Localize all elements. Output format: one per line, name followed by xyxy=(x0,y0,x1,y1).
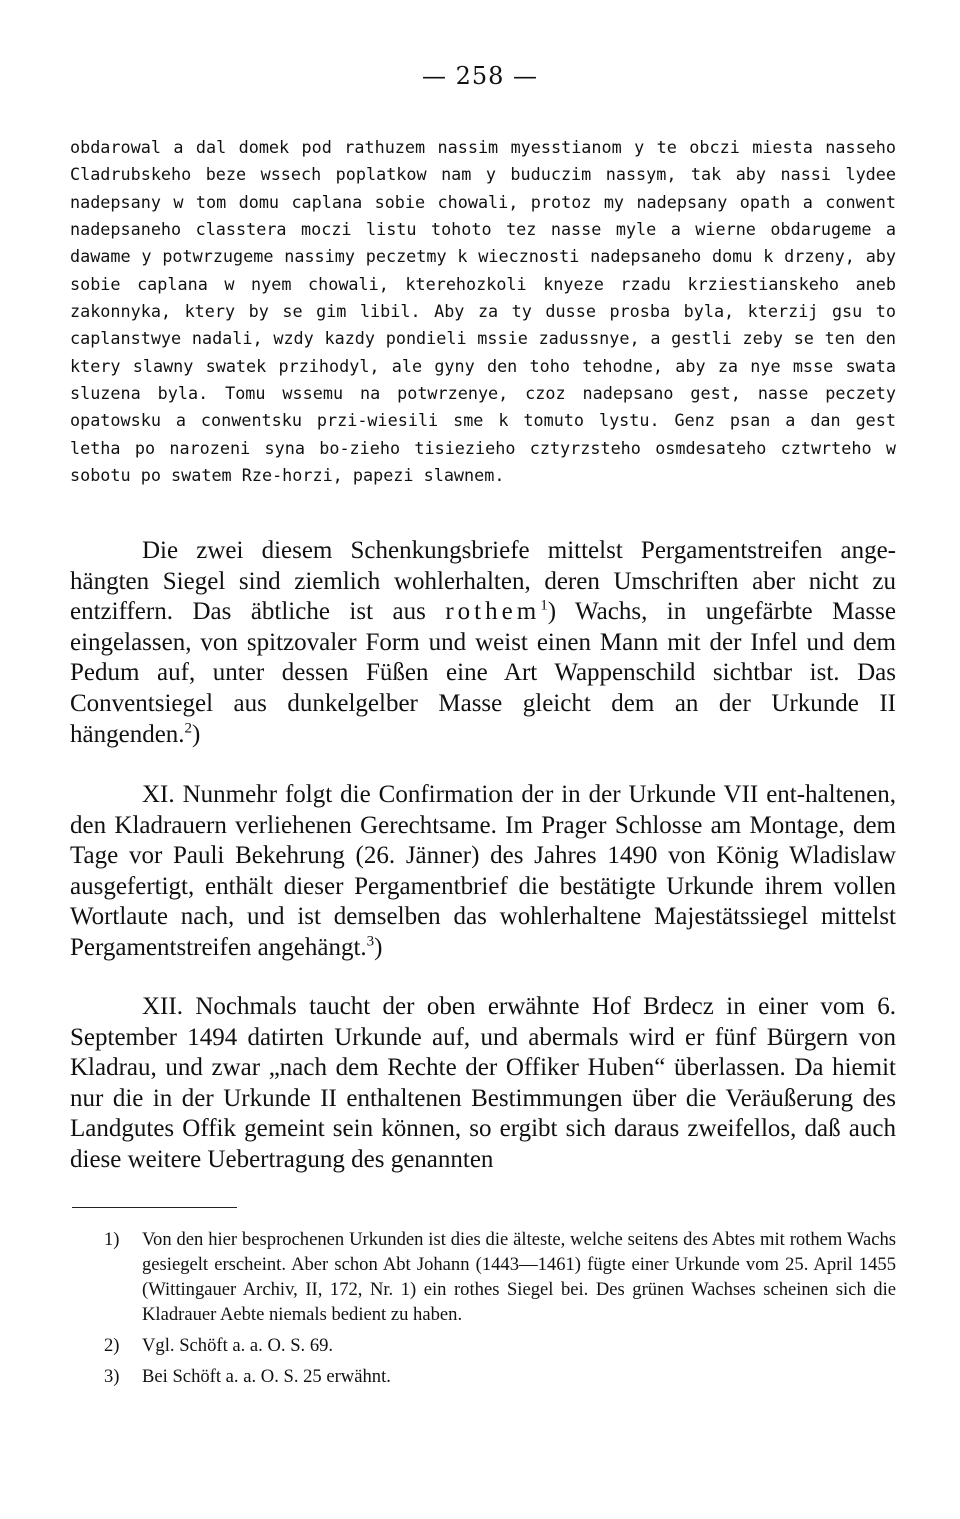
footnote-number: 1) xyxy=(104,1229,120,1250)
paragraph-end: ) xyxy=(192,720,201,748)
footnote-text: Von den hier besprochenen Urkunden ist dies die älteste, welche seitens des Abtes mit rothem Wachs gesiegelt erscheint. Aber schon Abt Johann (1443—1461) fügte einer Urkunde vom 25. April 1455 (Wittingauer Archiv, II, 172, Nr. 1) ein rothes Siegel bei. Des grünen Wachses scheinen sich die Kladrauer Aebte niemals bedient zu haben. xyxy=(142,1229,896,1325)
footnote-rule xyxy=(72,1207,237,1208)
footnote xyxy=(104,1333,896,1358)
footnote xyxy=(104,1364,896,1389)
paragraph-text: XI. Nunmehr folgt die Confirmation der in der Urkunde VII ent-haltenen, den Kladrauern verliehenen Gerechtsame. Im Prager Schlosse am Montage, dem Tage vor Pauli Bekehrung (26. Jänner) des Jahres 1490 von König Wladislaw ausgefertigt, enthält dieser Pergamentbrief die bestätigte Urkunde ihrem vollen Wortlaute nach, und ist demselben das wohlerhaltene Majestätssiegel mittelst Pergamentstreifen angehängt. xyxy=(70,781,896,961)
footnote xyxy=(104,1227,896,1327)
page-number: — 258 — xyxy=(421,62,539,90)
footnotes xyxy=(104,1227,896,1389)
footnote-number: 2) xyxy=(104,1335,120,1356)
footnote-text: Bei Schöft a. a. O. S. 25 erwähnt. xyxy=(142,1366,391,1387)
spaced-word: rothem xyxy=(445,598,541,626)
german-paragraph-xi xyxy=(70,780,896,964)
footnote-ref: 1 xyxy=(540,597,548,614)
footnote-number: 3) xyxy=(104,1366,120,1387)
paragraph-text: Die zwei diesem Schenkungsbriefe mittelst Pergamentstreifen ange-hängten Siegel sind ziemlich wohlerhalten, deren Umschriften aber nicht zu entziffern. Das äbtliche ist aus xyxy=(70,537,896,626)
paragraph-text: ) Wachs, in ungefärbte Masse eingelassen, von spitzovaler Form und weist einen Mann mit der Infel und dem Pedum auf, unter dessen Füßen eine Art Wappenschild sichtbar ist. Das Conventsiegel aus dunkelgelber Masse gleicht dem an der Urkunde II hängenden. xyxy=(70,598,896,748)
footnote-text: Vgl. Schöft a. a. O. S. 69. xyxy=(142,1335,334,1356)
footnote-ref: 3 xyxy=(366,933,375,950)
footnote-ref: 2 xyxy=(184,720,193,737)
czech-charter-text: obdarowal a dal domek pod rathuzem nassim myesstianom y te obczi miesta nasseho Cladrubskeho beze wssech poplatkow nam y buduczim nassym, tak aby nassi lydee nadepsany w tom domu caplana sobie chowali, protoz my nadepsany opath a conwent nadepsaneho classtera moczi listu tohoto tez nasse myle a wierne obdarugeme a dawame y potwrzugeme nassimy peczetmy k wiecznosti nadepsaneho domu k drzeny, aby sobie caplana w nyem chowali, kterehozkoli knyeze rzadu krziestianskeho aneb zakonnyka, ktery by se gim libil. Aby za ty dusse prosba byla, kterzij gsu to caplanstwye nadali, wzdy kazdy pondieli mssie zadussnye, a gestli zeby se ten den ktery slawny swatek przihodyl, ale gyny den toho tehodne, aby za nye msse swata sluzena byla. Tomu wssemu na potwrzenye, czoz nadepsano gest, nasse peczety opatowsku a conwentsku przi-wiesili sme k tomuto lystu. Genz psan a dan gest letha po narozeni syna bo-zieho tisiezieho cztyrzsteho osmdesateho cztwrteho w sobotu po swatem Rze-horzi, papezi slawnem. xyxy=(70,137,896,486)
german-paragraph-xii: XII. Nochmals taucht der oben erwähnte Hof Brdecz in einer vom 6. September 1494 datirten Urkunde auf, und abermals wird er fünf Bürgern von Kladrau, und zwar „nach dem Rechte der Offiker Huben“ überlassen. Da hiemit nur die in der Urkunde II enthaltenen Bestimmungen über die Veräußerung des Landgutes Offik gemeint sein können, so ergibt sich daraus zweifellos, daß auch diese weitere Uebertragung des genannten xyxy=(70,993,896,1173)
paragraph-end: ) xyxy=(374,933,383,961)
german-paragraph-seals xyxy=(70,536,896,750)
